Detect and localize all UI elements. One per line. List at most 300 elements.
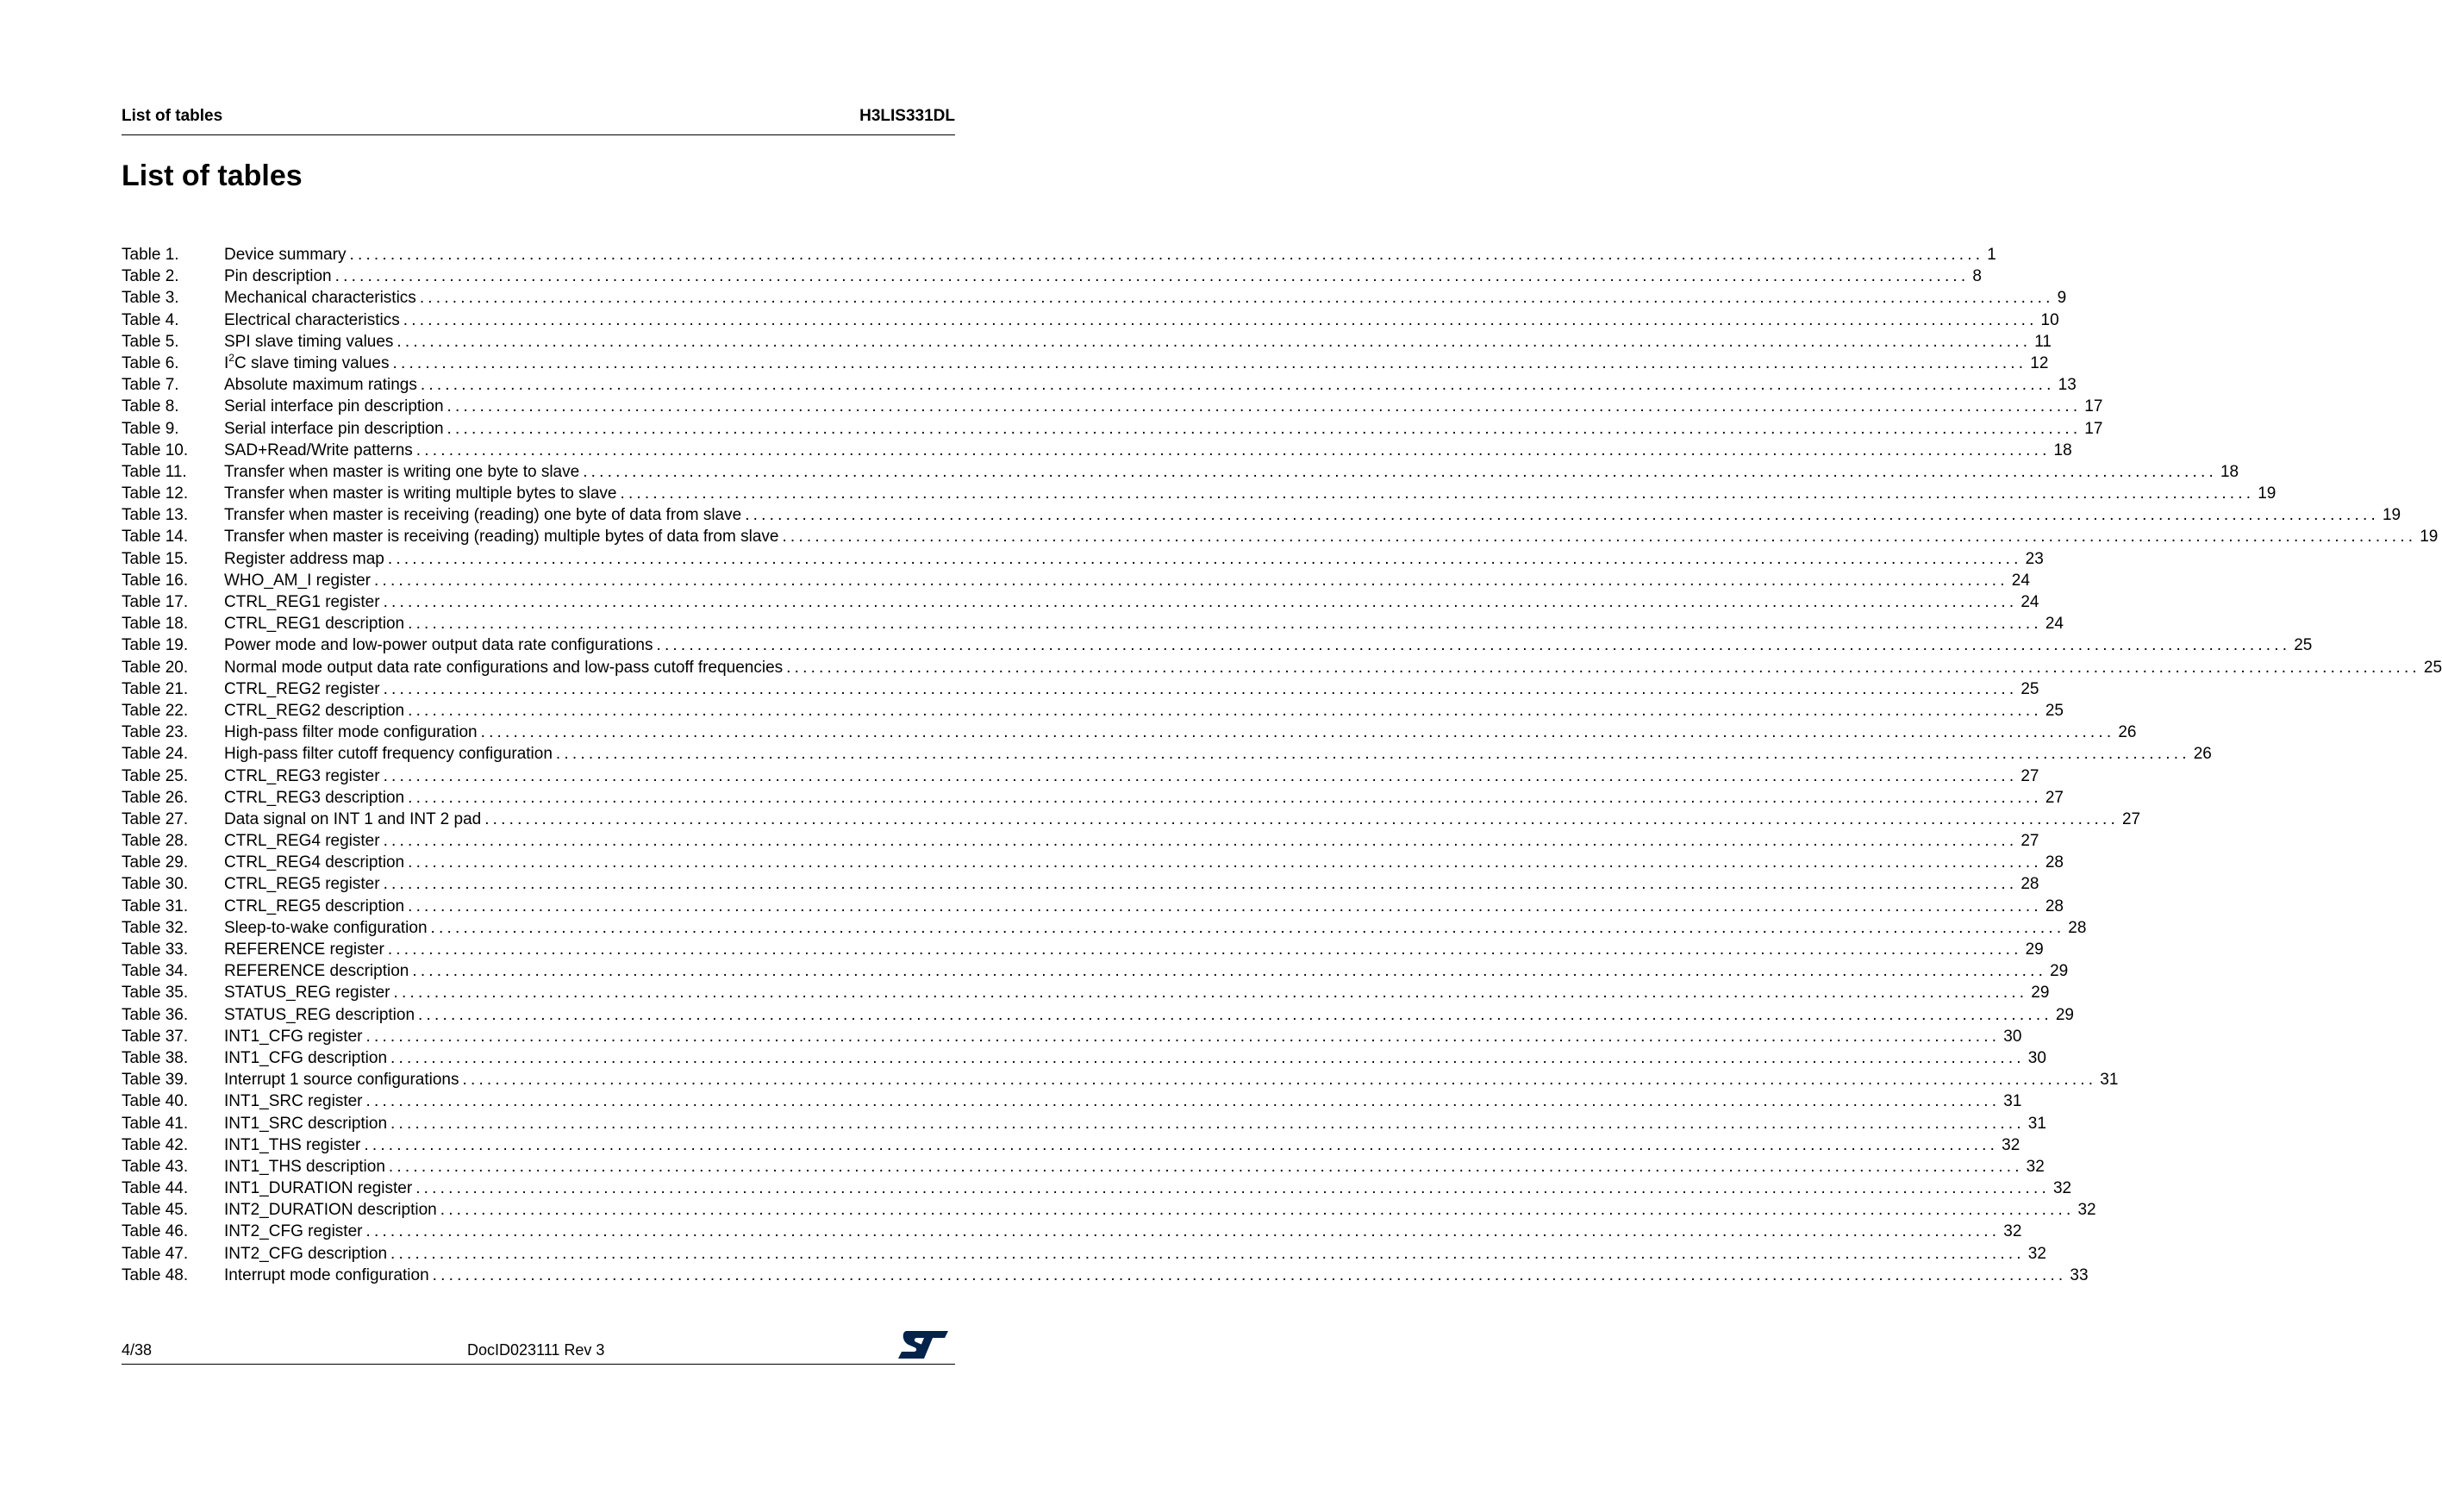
toc-entry-link[interactable] [224,1265,2089,1286]
toc-entry-number: Table 31. [122,897,189,915]
toc-entry-page: 31 [2100,1071,2119,1090]
toc-entry-page: 32 [2026,1157,2045,1176]
toc-dot-leader: ........................................................................................................................................................................................................ [415,1179,2050,1198]
toc-entry-page: 30 [2027,1048,2046,1067]
toc-entry-title-suffix: C slave timing values [234,353,390,372]
toc-entry[interactable] [122,1221,2022,1242]
toc-entry-number: Table 14. [122,528,189,547]
toc-entry-page: 29 [2031,984,2050,1003]
toc-entry-page: 33 [2070,1265,2089,1284]
toc-entry-link[interactable] [224,1026,2022,1047]
header-product-name: H3LIS331DL [859,107,955,125]
toc-entry-title: Register address map [224,549,384,568]
toc-dot-leader: ........................................................................................................................................................................................................ [432,1265,2067,1284]
toc-dot-leader: ........................................................................................................................................................................................................ [383,875,2018,894]
toc-dot-leader: ........................................................................................................................................................................................................ [418,1005,2052,1024]
toc-entry-page: 17 [2084,397,2103,416]
toc-entry-link[interactable] [224,396,2103,417]
toc-entry-link[interactable] [224,244,1996,266]
toc-entry-link[interactable] [224,1156,2045,1178]
toc-entry-page: 27 [2020,766,2039,785]
toc-entry-page: 19 [2382,506,2401,525]
toc-entry[interactable] [122,1026,2022,1047]
toc-dot-leader: ........................................................................................................................................................................................................ [408,701,2042,720]
toc-dot-leader: ........................................................................................................................................................................................................ [782,528,2417,547]
toc-entry-link[interactable] [224,1113,2046,1134]
toc-entry-title: Transfer when master is receiving (reading) one byte of data from slave [224,506,742,525]
toc-entry-title: CTRL_REG3 register [224,766,380,785]
toc-entry-number: Table 39. [122,1071,189,1090]
toc-entry[interactable] [122,896,2064,917]
toc-entry-number: Table 13. [122,506,189,525]
toc-entry-title: CTRL_REG1 register [224,593,380,611]
toc-entry-page: 28 [2045,853,2064,872]
toc-dot-leader: ........................................................................................................................................................................................................ [365,1222,2001,1241]
toc-entry-number: Table 25. [122,766,189,785]
toc-entry-link[interactable] [224,1221,2022,1242]
toc-entry-title [224,353,393,374]
toc-entry-link[interactable] [224,266,1982,287]
toc-entry-number: Table 4. [122,310,179,329]
toc-entry-page: 19 [2258,484,2276,503]
toc-entry-link[interactable] [224,374,2077,396]
toc-entry[interactable] [122,939,2044,960]
toc-entry-title: Transfer when master is receiving (reading) multiple bytes of data from slave [224,528,779,547]
toc-dot-leader: ........................................................................................................................................................................................................ [656,636,2291,655]
toc-entry-link[interactable] [224,1199,2096,1221]
toc-entry-number: Table 12. [122,484,189,503]
toc-entry-link[interactable] [224,1047,2046,1069]
toc-dot-leader: ........................................................................................................................................................................................................ [388,1157,2023,1176]
toc-entry[interactable] [122,613,2064,634]
toc-entry-title: Normal mode output data rate configurations and low-pass cutoff frequencies [224,658,784,677]
toc-entry-page: 24 [2045,615,2064,634]
toc-entry-number: Table 7. [122,376,179,395]
toc-entry-title: REFERENCE description [224,962,409,981]
toc-entry[interactable] [122,244,1996,266]
toc-entry[interactable] [122,743,2212,765]
toc-dot-leader: ........................................................................................................................................................................................................ [447,419,2082,438]
toc-entry-link[interactable] [224,917,2087,939]
toc-entry-number: Table 20. [122,658,189,677]
toc-entry-link[interactable] [224,939,2044,960]
toc-entry[interactable] [122,830,2039,852]
toc-entry-title-prefix: I [224,353,229,372]
toc-entry-title: SPI slave timing values [224,332,394,351]
toc-dot-leader: ........................................................................................................................................................................................................ [440,1201,2075,1220]
toc-dot-leader: ........................................................................................................................................................................................................ [408,897,2042,915]
toc-entry-title: CTRL_REG4 description [224,853,405,872]
toc-entry-link[interactable] [224,591,2039,613]
toc-entry[interactable] [122,852,2064,873]
toc-entry-title: Absolute maximum ratings [224,376,417,395]
toc-entry-page: 8 [1972,267,1982,286]
toc-entry-page: 32 [2027,1244,2046,1263]
toc-entry-link[interactable] [224,1004,2074,1026]
toc-dot-leader: ........................................................................................................................................................................................................ [786,658,2420,677]
toc-entry-link[interactable] [224,331,2052,353]
toc-entry-page: 31 [2003,1092,2022,1111]
toc-entry-title: CTRL_REG5 description [224,897,405,915]
toc-entry-title: Serial interface pin description [224,397,444,416]
toc-entry[interactable] [122,722,2137,743]
toc-dot-leader: ........................................................................................................................................................................................................ [392,353,2027,372]
toc-dot-leader: ........................................................................................................................................................................................................ [349,246,1984,264]
toc-entry-page: 27 [2045,788,2064,807]
toc-dot-leader: ........................................................................................................................................................................................................ [383,593,2018,611]
toc-entry-page: 29 [2050,962,2069,981]
toc-entry-link[interactable] [224,1090,2022,1112]
toc-entry-number: Table 1. [122,246,179,264]
toc-entry[interactable] [122,374,2077,396]
toc-entry-number: Table 23. [122,723,189,742]
toc-entry-number: Table 32. [122,918,189,937]
toc-entry-link[interactable] [224,570,2030,591]
footer-doc-id: DocID023111 Rev 3 [467,1341,605,1359]
toc-dot-leader: ........................................................................................................................................................................................................ [408,853,2042,872]
toc-dot-leader: ........................................................................................................................................................................................................ [745,506,2379,525]
toc-entry-link[interactable] [224,657,2442,678]
toc-entry-title: CTRL_REG2 register [224,679,380,698]
toc-dot-leader: ........................................................................................................................................................................................................ [620,484,2255,503]
toc-entry-page: 26 [2193,745,2212,764]
toc-dot-leader: ........................................................................................................................................................................................................ [390,1114,2025,1133]
toc-entry-number: Table 42. [122,1135,189,1154]
toc-entry-page: 32 [2077,1201,2096,1220]
header-section-title: List of tables [122,107,223,125]
toc-entry-title: INT1_THS description [224,1157,385,1176]
toc-entry-number: Table 26. [122,788,189,807]
toc-entry-title: INT2_CFG register [224,1222,363,1241]
toc-entry-number: Table 6. [122,353,179,372]
toc-entry[interactable] [122,1243,2046,1265]
toc-entry-number: Table 3. [122,289,179,308]
toc-entry-number: Table 17. [122,593,189,611]
toc-entry-link[interactable] [224,1069,2119,1090]
toc-entry-link[interactable] [224,678,2039,700]
toc-entry-link[interactable] [224,722,2137,743]
toc-entry-page: 25 [2294,636,2313,655]
toc-entry-number: Table 8. [122,397,179,416]
toc-entry-link[interactable] [224,309,2059,331]
toc-dot-leader: ........................................................................................................................................................................................................ [408,788,2042,807]
toc-entry-number: Table 35. [122,984,189,1003]
toc-entry-number: Table 15. [122,549,189,568]
toc-entry-link[interactable] [224,982,2050,1003]
toc-entry-number: Table 47. [122,1244,189,1263]
toc-entry[interactable] [122,1090,2022,1112]
toc-entry-link[interactable] [224,787,2064,809]
toc-entry-number: Table 5. [122,332,179,351]
toc-entry-page: 13 [2058,376,2077,395]
toc-entry[interactable] [122,287,2067,309]
toc-entry-title: INT1_SRC description [224,1114,388,1133]
toc-entry-title: INT1_DURATION register [224,1179,413,1198]
toc-entry-page: 24 [2011,571,2030,590]
toc-entry[interactable] [122,418,2103,440]
toc-entry-number: Table 24. [122,745,189,764]
page-footer [122,1329,955,1365]
toc-entry[interactable] [122,266,1982,287]
toc-entry-page: 24 [2020,593,2039,611]
toc-entry-page: 12 [2030,353,2049,372]
toc-entry[interactable] [122,526,2439,547]
toc-entry-number: Table 19. [122,636,189,655]
toc-entry-link[interactable] [224,613,2064,634]
toc-entry[interactable] [122,960,2069,982]
toc-entry-title: Device summary [224,246,347,264]
toc-entry[interactable] [122,765,2039,787]
toc-entry-page: 23 [2025,549,2044,568]
toc-entry-number: Table 22. [122,701,189,720]
toc-dot-leader: ........................................................................................................................................................................................................ [383,832,2018,851]
toc-entry-page: 18 [2220,462,2239,481]
toc-entry-title: INT2_CFG description [224,1244,388,1263]
toc-dot-leader: ........................................................................................................................................................................................................ [397,332,2032,351]
toc-dot-leader: ........................................................................................................................................................................................................ [555,745,2190,764]
toc-entry-page: 26 [2118,723,2137,742]
toc-entry-link[interactable] [224,700,2064,722]
toc-entry[interactable] [122,1265,2089,1286]
toc-entry-page: 17 [2084,419,2103,438]
toc-entry-link[interactable] [224,287,2067,309]
toc-entry[interactable] [122,873,2039,895]
toc-entry-number: Table 43. [122,1157,189,1176]
toc-dot-leader: ........................................................................................................................................................................................................ [373,571,2008,590]
toc-entry-title: WHO_AM_I register [224,571,371,590]
toc-entry-number: Table 38. [122,1048,189,1067]
toc-entry-link[interactable] [224,1243,2046,1265]
toc-dot-leader: ........................................................................................................................................................................................................ [412,962,2047,981]
toc-entry[interactable] [122,351,2049,374]
toc-entry-title: High-pass filter cutoff frequency configuration [224,745,553,764]
toc-entry[interactable] [122,1134,2020,1156]
toc-entry-title: INT1_CFG register [224,1027,363,1046]
toc-entry[interactable] [122,917,2087,939]
toc-entry-link[interactable] [224,634,2313,656]
toc-entry-page: 18 [2053,440,2072,459]
toc-entry-link[interactable] [224,896,2064,917]
toc-entry-title: Power mode and low-power output data rate configurations [224,636,653,655]
toc-entry[interactable] [122,1047,2046,1069]
toc-entry[interactable] [122,1156,2045,1178]
toc-dot-leader: ........................................................................................................................................................................................................ [393,984,2028,1003]
toc-dot-leader: ........................................................................................................................................................................................................ [420,376,2055,395]
toc-entry[interactable] [122,591,2039,613]
toc-entry[interactable] [122,483,2276,504]
toc-entry-number: Table 45. [122,1201,189,1220]
toc-entry-title: Pin description [224,267,332,286]
toc-entry-link[interactable] [224,418,2103,440]
toc-dot-leader: ........................................................................................................................................................................................................ [480,723,2115,742]
toc-entry[interactable] [122,331,2052,353]
toc-entry-number: Table 37. [122,1027,189,1046]
toc-entry-number: Table 21. [122,679,189,698]
toc-entry-number: Table 48. [122,1265,189,1284]
toc-entry-link[interactable] [224,504,2401,526]
toc-dot-leader: ........................................................................................................................................................................................................ [430,918,2065,937]
toc-entry-page: 27 [2020,832,2039,851]
toc-dot-leader: ........................................................................................................................................................................................................ [365,1092,2001,1111]
toc-entry-number: Table 46. [122,1222,189,1241]
toc-dot-leader: ........................................................................................................................................................................................................ [419,289,2054,308]
toc-entry-page: 30 [2003,1027,2022,1046]
toc-entry[interactable] [122,570,2030,591]
toc-entry-page: 28 [2068,918,2087,937]
toc-entry-title: REFERENCE register [224,940,384,959]
toc-entry-title: STATUS_REG register [224,984,390,1003]
toc-entry[interactable] [122,1069,2119,1090]
toc-entry-page: 25 [2423,658,2442,677]
toc-entry-number: Table 16. [122,571,189,590]
toc-entry-number: Table 18. [122,615,189,634]
toc-entry-link[interactable] [224,1134,2020,1156]
toc-entry[interactable] [122,700,2064,722]
toc-entry-number: Table 27. [122,809,189,828]
list-of-tables [122,244,2442,1286]
toc-dot-leader: ........................................................................................................................................................................................................ [462,1071,2097,1090]
toc-entry-title: INT1_SRC register [224,1092,363,1111]
toc-entry-title: STATUS_REG description [224,1005,415,1024]
toc-entry-link[interactable] [224,809,2141,830]
toc-entry-link[interactable] [224,873,2039,895]
toc-entry-title: SAD+Read/Write patterns [224,440,413,459]
toc-entry-link[interactable] [224,1178,2072,1199]
toc-entry-number: Table 33. [122,940,189,959]
footer-page-number: 4/38 [122,1341,153,1359]
toc-entry-title: High-pass filter mode configuration [224,723,478,742]
toc-entry-title: CTRL_REG3 description [224,788,405,807]
toc-entry-number: Table 30. [122,875,189,894]
toc-dot-leader: ........................................................................................................................................................................................................ [365,1027,2001,1046]
toc-entry-number: Table 10. [122,440,189,459]
toc-dot-leader: ........................................................................................................................................................................................................ [447,397,2082,416]
toc-entry[interactable] [122,678,2039,700]
toc-entry-link[interactable] [224,765,2039,787]
toc-entry-link[interactable] [224,461,2239,483]
toc-entry[interactable] [122,440,2072,461]
toc-entry-page: 9 [2057,289,2067,308]
toc-entry[interactable] [122,548,2044,570]
toc-entry-title: INT1_THS register [224,1135,361,1154]
toc-entry[interactable] [122,461,2239,483]
toc-entry-title: Serial interface pin description [224,419,444,438]
toc-entry-page: 11 [2034,332,2052,351]
toc-entry-title: Transfer when master is writing multiple bytes to slave [224,484,617,503]
toc-entry-title: CTRL_REG2 description [224,701,405,720]
toc-dot-leader: ........................................................................................................................................................................................................ [408,615,2042,634]
toc-entry-number: Table 44. [122,1179,189,1198]
toc-dot-leader: ........................................................................................................................................................................................................ [403,310,2038,329]
toc-dot-leader: ........................................................................................................................................................................................................ [387,940,2022,959]
toc-dot-leader: ........................................................................................................................................................................................................ [484,809,2119,828]
toc-entry-link[interactable] [224,351,2049,374]
toc-entry-title: CTRL_REG5 register [224,875,380,894]
toc-entry-title: Electrical characteristics [224,310,400,329]
toc-entry-page: 27 [2121,809,2141,828]
toc-entry-page: 28 [2045,897,2064,915]
toc-dot-leader: ........................................................................................................................................................................................................ [415,440,2051,459]
toc-entry-title: Mechanical characteristics [224,289,416,308]
page-title: List of tables [122,159,303,192]
toc-entry-title-superscript: 2 [228,351,234,364]
toc-entry-title: Interrupt 1 source configurations [224,1071,459,1090]
toc-dot-leader: ........................................................................................................................................................................................................ [387,549,2022,568]
toc-dot-leader: ........................................................................................................................................................................................................ [390,1244,2025,1263]
st-logo-icon [896,1329,950,1360]
toc-entry-number: Table 40. [122,1092,189,1111]
toc-entry-link[interactable] [224,526,2439,547]
toc-entry-page: 29 [2025,940,2044,959]
toc-entry[interactable] [122,809,2141,830]
toc-entry[interactable] [122,504,2401,526]
toc-entry[interactable] [122,982,2050,1003]
toc-entry-title: CTRL_REG4 register [224,832,380,851]
toc-entry-page: 32 [2002,1135,2020,1154]
toc-entry-page: 25 [2020,679,2039,698]
toc-entry-number: Table 41. [122,1114,189,1133]
toc-entry-title: INT1_CFG description [224,1048,388,1067]
toc-entry[interactable] [122,1178,2072,1199]
toc-entry-title: Data signal on INT 1 and INT 2 pad [224,809,482,828]
toc-entry-title: Interrupt mode configuration [224,1265,429,1284]
toc-entry-page: 32 [2052,1179,2072,1198]
toc-entry-page: 32 [2003,1222,2022,1241]
toc-entry-number: Table 11. [122,462,187,481]
toc-entry-page: 10 [2040,310,2059,329]
toc-entry-link[interactable] [224,830,2039,852]
toc-entry-number: Table 36. [122,1005,189,1024]
toc-entry-link[interactable] [224,483,2276,504]
toc-entry-number: Table 28. [122,832,189,851]
toc-entry-link[interactable] [224,440,2072,461]
toc-entry-link[interactable] [224,852,2064,873]
toc-entry[interactable] [122,657,2442,678]
toc-dot-leader: ........................................................................................................................................................................................................ [383,679,2018,698]
toc-entry-page: 19 [2420,528,2439,547]
toc-entry-number: Table 2. [122,267,179,286]
toc-entry[interactable] [122,1113,2046,1134]
toc-entry[interactable] [122,396,2103,417]
toc-dot-leader: ........................................................................................................................................................................................................ [364,1135,1999,1154]
toc-entry-number: Table 9. [122,419,179,438]
toc-entry-page: 31 [2027,1114,2046,1133]
toc-entry-title: Transfer when master is writing one byte to slave [224,462,580,481]
toc-entry-title: Sleep-to-wake configuration [224,918,428,937]
toc-dot-leader: ........................................................................................................................................................................................................ [334,267,1970,286]
toc-entry[interactable] [122,787,2064,809]
toc-entry[interactable] [122,1199,2096,1221]
toc-dot-leader: ........................................................................................................................................................................................................ [383,766,2018,785]
toc-dot-leader: ........................................................................................................................................................................................................ [390,1048,2025,1067]
toc-entry-page: 28 [2020,875,2039,894]
toc-entry-link[interactable] [224,548,2044,570]
toc-entry-title: INT2_DURATION description [224,1201,437,1220]
page-header [122,103,955,135]
toc-entry[interactable] [122,634,2313,656]
toc-entry[interactable] [122,1004,2074,1026]
toc-entry-number: Table 29. [122,853,189,872]
toc-entry-link[interactable] [224,743,2212,765]
toc-entry-page: 29 [2055,1005,2074,1024]
toc-entry-link[interactable] [224,960,2069,982]
toc-entry[interactable] [122,309,2059,331]
toc-entry-page: 25 [2045,701,2064,720]
toc-entry-title: CTRL_REG1 description [224,615,405,634]
toc-entry-page: 1 [1987,246,1996,264]
toc-entry-number: Table 34. [122,962,189,981]
toc-dot-leader: ........................................................................................................................................................................................................ [583,462,2217,481]
